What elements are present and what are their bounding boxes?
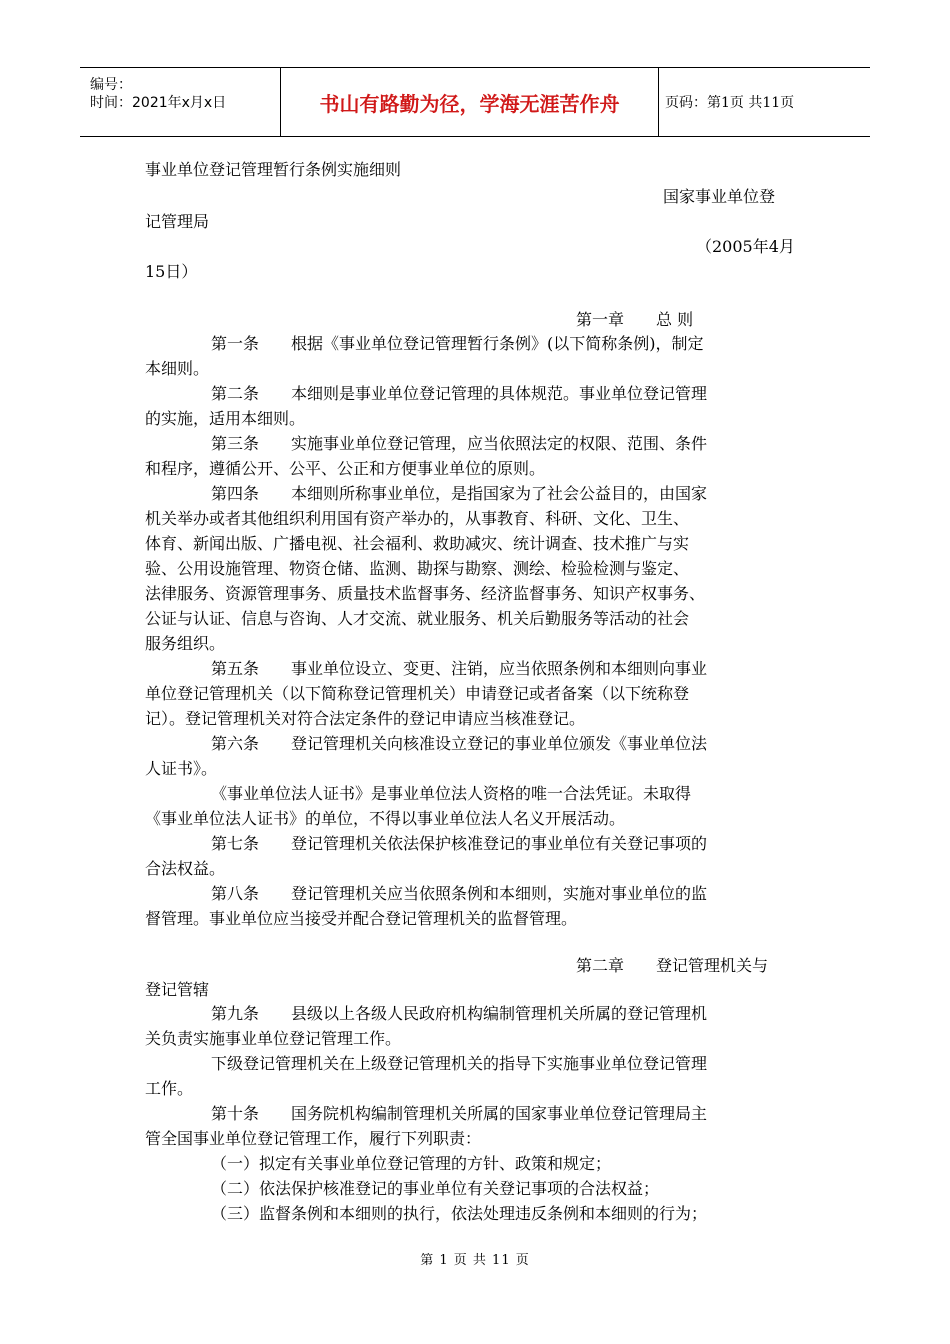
article-line: 第五条 事业单位设立、变更、注销，应当依照条例和本细则向事业 [211,659,708,678]
article-line: 关负责实施事业单位登记管理工作。 [145,1029,402,1048]
article-line: 机关举办或者其他组织利用国有资产举办的，从事教育、科研、文化、卫生、 [145,509,690,528]
article-line: 第二条 本细则是事业单位登记管理的具体规范。事业单位登记管理 [211,384,708,403]
article-line: 下级登记管理机关在上级登记管理机关的指导下实施事业单位登记管理 [211,1054,708,1073]
article-line: 人证书》。 [145,759,218,778]
list-item: （二）依法保护核准登记的事业单位有关登记事项的合法权益； [211,1179,660,1198]
article-line: 和程序，遵循公开、公平、公正和方便事业单位的原则。 [145,459,546,478]
article-line: 记）。登记管理机关对符合法定条件的登记申请应当核准登记。 [145,709,586,728]
issuer-line-2: 记管理局 [145,212,210,231]
page-footer: 第 1 页 共 11 页 [420,1253,530,1268]
chapter-heading-cont: 登记管辖 [145,980,210,999]
article-line: 本细则。 [145,359,210,378]
header-motto: 书山有路勤为径，学海无涯苦作舟 [281,68,659,136]
article-line: 《事业单位法人证书》是事业单位法人资格的唯一合法凭证。未取得 [211,784,692,803]
article-line: 第七条 登记管理机关依法保护核准登记的事业单位有关登记事项的 [211,834,708,853]
chapter-heading: 第一章 总 则 [576,310,694,329]
chapter-heading: 第二章 登记管理机关与 [576,956,769,975]
article-line: 体育、新闻出版、广播电视、社会福利、救助减灾、统计调查、技术推广与实 [145,534,690,553]
article-line: 管全国事业单位登记管理工作，履行下列职责： [145,1129,482,1148]
article-line: 验、公用设施管理、物资仓储、监测、勘探与勘察、测绘、检验检测与鉴定、 [145,559,690,578]
article-line: 的实施，适用本细则。 [145,409,306,428]
article-line: 工作。 [145,1079,194,1098]
date-line-1: （2005年4月 [696,237,795,256]
article-line: 《事业单位法人证书》的单位，不得以事业单位法人名义开展活动。 [145,809,626,828]
article-line: 第三条 实施事业单位登记管理，应当依照法定的权限、范围、条件 [211,434,708,453]
issuer-line-1: 国家事业单位登 [663,187,776,206]
article-line: 第六条 登记管理机关向核准设立登记的事业单位颁发《事业单位法 [211,734,708,753]
date-line-2: 15日） [145,262,198,281]
document-number-label: 编号： [90,77,132,93]
document-time-label: 时间：2021年x月x日 [90,95,227,111]
header-page-info: 页码：第1页 共11页 [665,95,795,111]
list-item: （三）监督条例和本细则的执行，依法处理违反条例和本细则的行为； [211,1204,708,1223]
article-line: 单位登记管理机关（以下简称登记管理机关）申请登记或者备案（以下统称登 [145,684,690,703]
article-line: 服务组织。 [145,634,226,653]
document-title: 事业单位登记管理暂行条例实施细则 [145,160,402,179]
article-line: 第九条 县级以上各级人民政府机构编制管理机关所属的登记管理机 [211,1004,708,1023]
header-meta [80,68,281,136]
article-line: 第一条 根据《事业单位登记管理暂行条例》(以下简称条例)，制定 [211,334,704,353]
article-line: 第十条 国务院机构编制管理机关所属的国家事业单位登记管理局主 [211,1104,708,1123]
page-header [80,67,870,137]
article-line: 督管理。事业单位应当接受并配合登记管理机关的监督管理。 [145,909,578,928]
list-item: （一）拟定有关事业单位登记管理的方针、政策和规定； [211,1154,612,1173]
article-line: 法律服务、资源管理事务、质量技术监督事务、经济监督事务、知识产权事务、 [145,584,706,603]
article-line: 公证与认证、信息与咨询、人才交流、就业服务、机关后勤服务等活动的社会 [145,609,690,628]
article-line: 第四条 本细则所称事业单位，是指国家为了社会公益目的，由国家 [211,484,708,503]
article-line: 合法权益。 [145,859,226,878]
article-line: 第八条 登记管理机关应当依照条例和本细则，实施对事业单位的监 [211,884,708,903]
